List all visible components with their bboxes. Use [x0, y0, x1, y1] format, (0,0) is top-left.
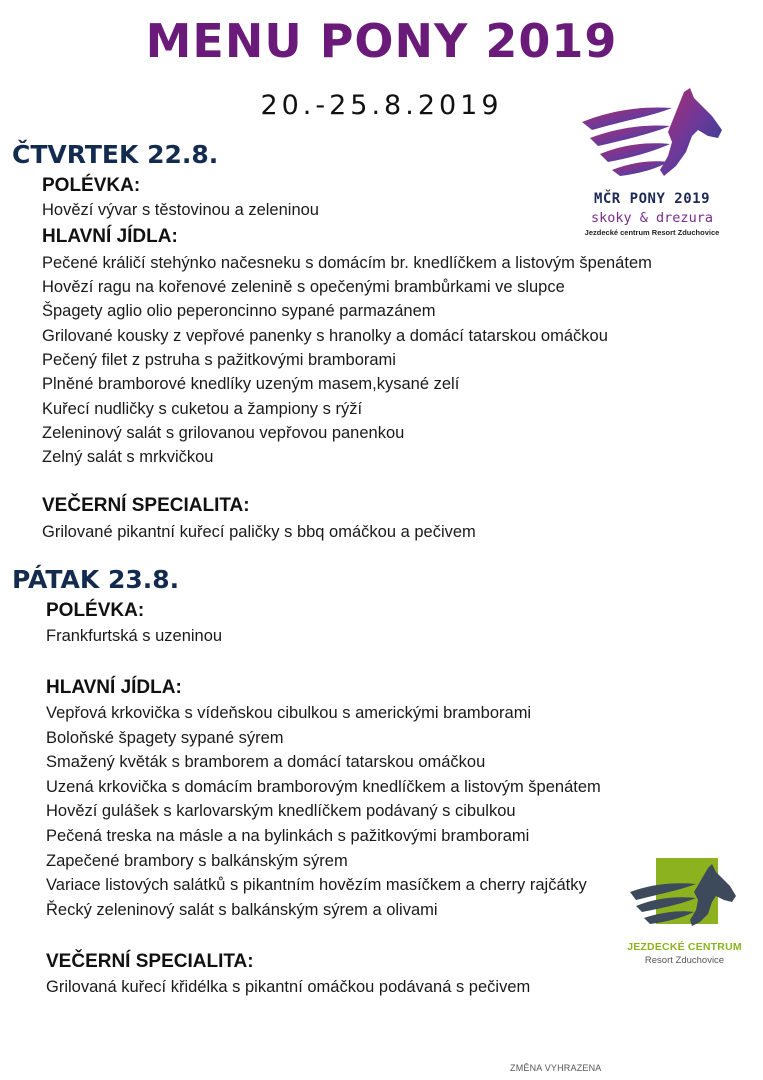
logo-line-2: Resort Zduchovice: [644, 955, 725, 966]
list-item: Grilované kousky z vepřové panenky s hranolky a domácí tatarskou omáčkou: [42, 327, 608, 345]
championship-logo: [572, 86, 732, 244]
list-item: Hovězí vývar s těstovinou a zeleninou: [42, 201, 319, 219]
list-item: Frankfurtská s uzeninou: [46, 627, 223, 645]
logo-line-2: skoky & drezura: [591, 210, 713, 226]
mains-heading-thursday: HLAVNÍ JÍDLA:: [42, 226, 178, 247]
list-item: Kuřecí nudličky s cuketou a žampiony s rýží: [42, 400, 363, 418]
list-item: Hovězí gulášek s karlovarským knedlíčkem podávaný s cibulkou: [46, 802, 516, 820]
horse-head-icon: [622, 856, 747, 938]
list-item: Plněné bramborové knedlíky uzeným masem,kysané zelí: [42, 375, 460, 393]
list-item: Variace listových salátků s pikantním hovězím masíčkem a cherry rajčátky: [46, 876, 587, 894]
list-item: Pečená treska na másle a na bylinkách s pažitkovými bramborami: [46, 827, 530, 845]
list-item: Vepřová krkovička s vídeňskou cibulkou s americkými bramborami: [46, 704, 532, 722]
horse-head-icon: [572, 86, 732, 188]
list-item: Smažený květák s bramborem a domácí tatarskou omáčkou: [46, 753, 486, 771]
menu-title: MENU PONY 2019: [145, 14, 618, 68]
riding-center-logo: [622, 856, 747, 971]
mains-heading-friday: HLAVNÍ JÍDLA:: [46, 677, 182, 698]
list-item: Uzená krkovička s domácím bramborovým knedlíčkem a listovým špenátem: [46, 778, 601, 796]
list-item: Hovězí ragu na kořenové zelenině s opečenými brambůrkami ve slupce: [42, 278, 565, 296]
list-item: Zelný salát s mrkvičkou: [42, 448, 214, 466]
logo-line-1: JEZDECKÉ CENTRUM: [627, 941, 742, 953]
list-item: Zapečené brambory s balkánským sýrem: [46, 852, 348, 870]
day-heading-thursday: ČTVRTEK 22.8.: [12, 140, 219, 169]
special-heading-friday: VEČERNÍ SPECIALITA:: [46, 951, 254, 972]
soup-heading-friday: POLÉVKA:: [46, 600, 145, 621]
logo-line-1: MČR PONY 2019: [593, 191, 711, 207]
list-item: Pečený filet z pstruha s pažitkovými bramborami: [42, 351, 396, 369]
soup-heading-thursday: POLÉVKA:: [42, 175, 141, 196]
list-item: Grilovaná kuřecí křidélka s pikantní omáčkou podávaná s pečivem: [46, 978, 531, 996]
list-item: Grilované pikantní kuřecí paličky s bbq omáčkou a pečivem: [42, 523, 476, 541]
list-item: Zeleninový salát s grilovanou vepřovou panenkou: [42, 424, 405, 442]
event-dates: 20.-25.8.2019: [260, 90, 503, 121]
list-item: Pečené králičí stehýnko načesneku s domácím br. knedlíčkem a listovým špenátem: [42, 254, 652, 272]
list-item: Boloňské špagety sypané sýrem: [46, 729, 284, 747]
special-heading-thursday: VEČERNÍ SPECIALITA:: [42, 495, 250, 516]
footer-note: ZMĚNA VYHRAZENA: [510, 1063, 602, 1073]
list-item: Špagety aglio olio peperoncinno sypané parmazánem: [42, 302, 436, 320]
logo-line-3: Jezdecké centrum Resort Zduchovice: [584, 228, 720, 237]
day-heading-friday: PÁTAK 23.8.: [12, 565, 180, 594]
list-item: Řecký zeleninový salát s balkánským sýrem a olivami: [46, 901, 438, 919]
